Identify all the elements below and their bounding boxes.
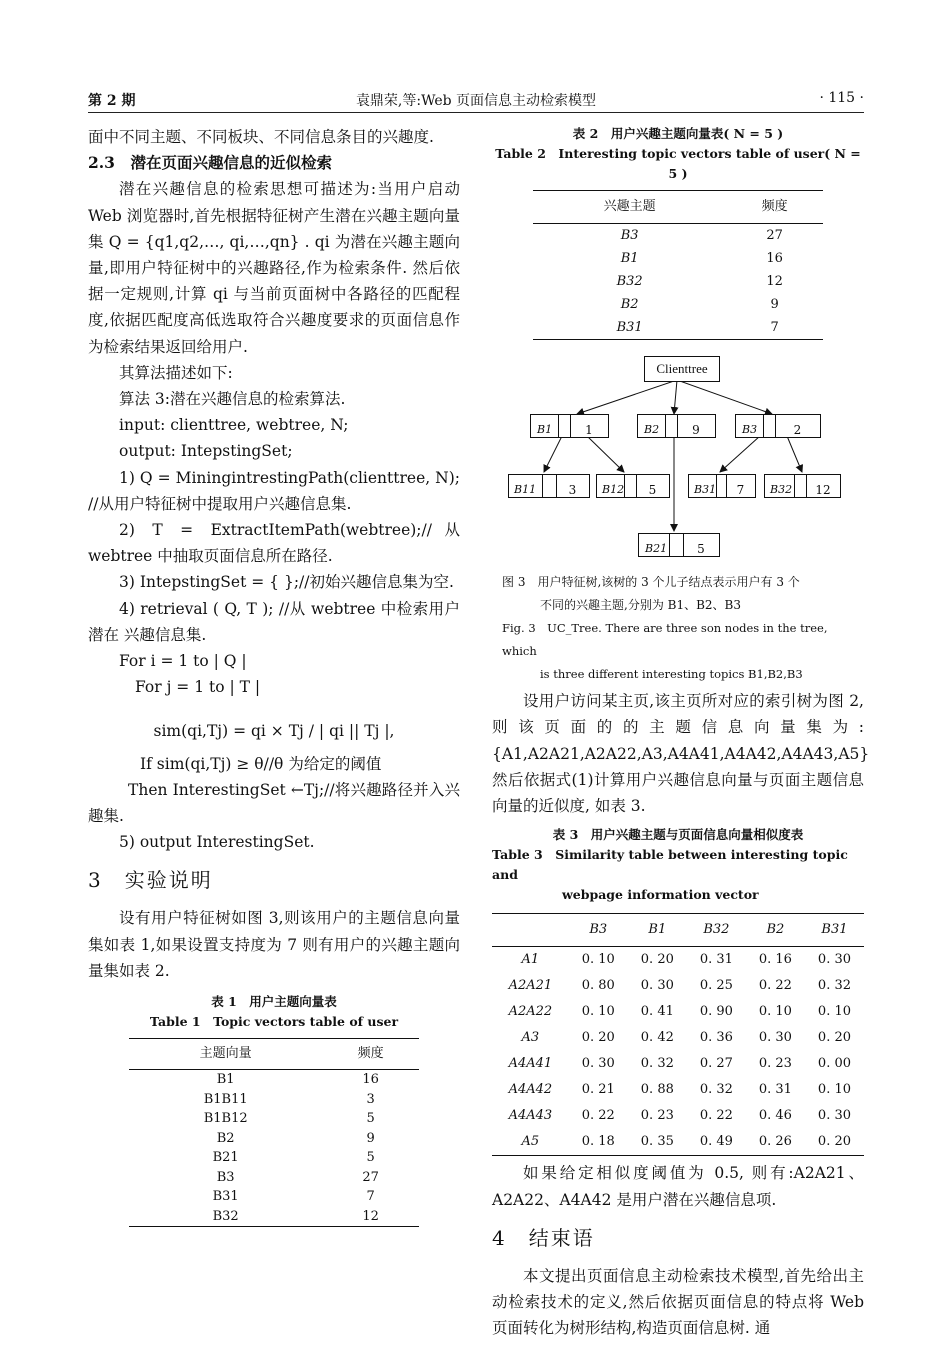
table-cell: 0. 18 [569,1129,628,1156]
table-cell: B31 [212,1189,239,1205]
tree-root-label: Clienttree [656,361,708,377]
table-cell: 0. 20 [640,952,674,968]
table-cell: 0. 30 [581,1056,615,1072]
if-line: If sim(qi,Tj) ≥ θ//θ 为给定的阈值 [140,754,382,773]
node-value: 1 [585,423,593,438]
table-cell: 0. 22 [758,978,792,994]
table-cell: A2A21 [508,978,553,994]
paragraph: 潜在兴趣信息的检索思想可描述为:当用户启动 Web 浏览器时,首先根据特征树产生潜在兴趣主题向量集 Q = {q1,q2,…, qi,…,qn} . qi 为潜在兴趣主题向量,即用户特征树中的兴趣路径,作为检索条件. 然后依据一定规则,计算 qi 与当前页面树中各路径的匹配程度,依据匹配度高低选取符合兴趣度要求的页面信息作为检索结果返回给用户. [88,180,460,356]
for-loop-i: For i = 1 to | Q | [119,652,247,671]
table-cell: 0. 41 [640,1004,674,1020]
table-cell: 0. 10 [581,952,615,968]
node-label: B11 [514,483,537,497]
table-row [492,1077,864,1103]
table-row [533,247,823,270]
table-row [533,224,823,248]
table-cell: 0. 90 [699,1004,733,1020]
paragraph: 其算法描述如下: [119,363,233,382]
table2-caption-cn: 表 2 用户兴趣主题向量表( N = 5 ) [572,126,784,141]
table-row [492,1129,864,1156]
table2-caption-en: Table 2 Interesting topic vectors table of user( N = 5 ) [495,146,861,181]
figure3-caption [492,571,864,686]
table-cell: B21 [212,1150,239,1166]
table-cell: 0. 30 [640,978,674,994]
table-header: B2 [746,914,805,947]
node-value: 7 [736,483,745,498]
table3-caption-en-line2: webpage information vector [562,887,759,903]
table1-caption-en: Table 1 Topic vectors table of user [149,1014,399,1030]
table-cell: 0. 36 [699,1030,733,1046]
table-cell: A4A43 [508,1108,553,1124]
algorithm-output: output: IntерstingSet; [119,442,293,461]
table-cell: 0. 21 [581,1082,615,1098]
subsection-heading: 2.3 潜在页面兴趣信息的近似检索 [88,153,332,173]
tree-node-b3 [735,414,821,438]
figure-caption-en-line2: is three different interesting topics B1,B2,B3 [540,667,803,682]
table-header: B31 [805,914,864,947]
table-cell: B32 [616,274,643,290]
figure-caption-en-line1: Fig. 3 UC_Tree. There are three son nodes in the tree, which [502,621,828,659]
table-cell: B1B12 [203,1111,248,1127]
tree-node-b12 [596,474,670,498]
table-cell: B2 [620,297,639,313]
user-feature-tree-figure [492,346,864,561]
table-cell: 0. 32 [640,1056,674,1072]
table-cell: 0. 32 [817,978,851,994]
node-value: 5 [648,483,657,498]
table-cell: 0. 10 [817,1004,851,1020]
node-label: B1 [537,423,553,437]
table-cell: 0. 46 [758,1108,792,1124]
table-cell: 27 [766,228,783,244]
table-row [533,293,823,316]
table-header: 主题向量 [129,1039,322,1070]
table-header: 频度 [322,1039,419,1070]
table-cell: 0. 20 [581,1030,615,1046]
table1-block [88,992,460,1227]
node-value: 9 [692,423,700,438]
section-heading: 3 实验说明 [88,868,213,893]
table-cell: 16 [362,1072,379,1088]
table-row [129,1109,419,1129]
table-cell: 0. 10 [817,1082,851,1098]
page-number: · 115 · [819,90,864,106]
table-row [492,1025,864,1051]
table-header: 频度 [726,191,823,224]
table-cell: 7 [726,316,823,340]
table-cell: A5 [492,1129,569,1156]
table-header: 兴趣主题 [533,191,726,224]
table-cell: B3 [620,228,639,244]
table-cell: 0. 20 [817,1030,851,1046]
algorithm-step: 1) Q = MiningintrestingPath(clienttree, N); //从用户特征树中提取用户兴趣信息集. [88,468,460,513]
running-title: 袁鼎荣,等:Web 页面信息主动检索模型 [355,93,597,109]
tree-root-node [644,356,720,382]
table-row [129,1070,419,1090]
paragraph: 设有用户特征树如图 3,则该用户的主题信息向量集如表 1,如果设置支持度为 7 则有用户的兴趣主题向量集如表 2. [88,909,460,980]
figure-caption-cn-line2: 不同的兴趣主题,分别为 B1、B2、B3 [540,598,741,613]
table-header: B1 [628,914,687,947]
table-cell: 0. 30 [817,952,851,968]
table-cell: 0. 16 [758,952,792,968]
algorithm-step: 5) output InterestingSet. [119,833,315,852]
table-row [129,1148,419,1168]
table-cell: 5 [366,1150,375,1166]
table-cell: 0. 25 [699,978,733,994]
table-cell: 7 [366,1189,375,1205]
node-label: B2 [644,423,660,437]
table-header [492,914,569,947]
node-label: B32 [770,483,793,497]
paragraph: 如果给定相似度阈值为 0.5, 则有:A2A21、A2A22、A4A42 是用户潜在兴趣信息项. [492,1164,864,1209]
table3-block [492,825,864,1156]
table-cell: 0. 31 [758,1082,792,1098]
table-cell: 27 [362,1169,379,1185]
algorithm-step: 2) T = ExtractItemPath(webtree);//从 webtree 中抽取页面信息所在路径. [88,521,460,566]
table-cell: 9 [770,297,779,313]
table-row [129,1129,419,1149]
table-cell: 5 [366,1111,375,1127]
table1 [129,1038,419,1227]
issue-number: 第 2 期 [88,93,136,109]
paragraph: 设用户访问某主页,该主页所对应的索引树为图 2,则该页面的的主题信息向量集为: {A1,A2A21,A2A22,A3,A4A41,A4A42,A4A43,A5} 然后依据式(1)计算用户兴趣信息向量与页面主题信息向量的近似度, 如表 3. [492,692,870,816]
table-cell: 0. 23 [640,1108,674,1124]
table-cell: 9 [366,1130,375,1146]
table-cell: 0. 23 [758,1056,792,1072]
table1-caption-cn: 表 1 用户主题向量表 [211,994,337,1010]
paragraph: 本文提出页面信息主动检索技术模型,首先给出主动检索技术的定义,然后依据页面信息的特点将 Web 页面转化为树形结构,构造页面信息树. 通 [492,1266,864,1338]
table-cell: 0. 30 [758,1030,792,1046]
algorithm-step: 4) retrieval ( Q, T ); //从 webtree 中检索用户潜在 兴趣信息集. [88,599,460,644]
table-cell: B3 [216,1169,235,1185]
table-cell: A4A42 [508,1082,553,1098]
node-value: 12 [815,483,831,498]
table-row [492,947,864,974]
node-value: 5 [697,542,705,557]
algorithm-title: 算法 3:潜在兴趣信息的检索算法. [119,390,346,409]
right-column [492,124,870,1341]
tree-node-b21 [638,533,720,557]
table-cell: B1 [216,1072,235,1088]
table-cell: 0. 88 [640,1082,674,1098]
table-cell: B32 [129,1207,322,1227]
tree-node-b2 [637,414,716,438]
table-cell: 0. 35 [628,1129,687,1156]
table-row [492,973,864,999]
table-cell: 3 [366,1091,375,1107]
for-loop-j: For j = 1 to | T | [135,678,261,697]
then-line: Then InterestingSet ←Tj;//将兴趣路径并入兴趣集. [88,780,460,826]
table-header: B3 [569,914,628,947]
table-cell: 0. 26 [746,1129,805,1156]
table-cell: 0. 22 [581,1108,615,1124]
tree-node-b1 [530,414,609,438]
table-cell: 0. 00 [817,1056,851,1072]
table2 [533,190,823,340]
paragraph: 面中不同主题、不同板块、不同信息条目的兴趣度. [88,128,434,146]
left-column [88,124,460,1227]
table-cell: 0. 49 [687,1129,746,1156]
table-row [533,316,823,340]
tree-node-b31 [688,474,756,498]
table-row [492,999,864,1025]
table-cell: B2 [216,1130,235,1146]
table-cell: 0. 20 [805,1129,864,1156]
table-cell: 0. 30 [817,1108,851,1124]
figure-caption-cn-line1: 图 3 用户特征树,该树的 3 个儿子结点表示用户有 3 个 [502,575,800,590]
table3 [492,913,864,1156]
table-cell: 0. 31 [699,952,733,968]
node-value: 3 [568,483,577,498]
algorithm-step: 3) IntерstingSet = { };//初始兴趣信息集为空. [119,573,454,592]
node-label: B31 [694,483,717,497]
table-cell: 0. 27 [699,1056,733,1072]
algorithm-input: input: clienttree, webtree, N; [119,416,349,435]
table-row [129,1187,419,1207]
running-header [88,88,864,113]
table-row [129,1207,419,1227]
table-cell: B31 [533,316,726,340]
table-cell: 0. 32 [699,1082,733,1098]
tree-node-b11 [508,474,590,498]
table-cell: A2A22 [508,1004,553,1020]
table-cell: 16 [766,251,783,267]
table-cell: 0. 10 [758,1004,792,1020]
table3-caption-en-line1: Table 3 Similarity table between interesting topic and [492,847,848,883]
table-cell: A4A41 [508,1056,553,1072]
table-row [129,1168,419,1188]
table-row [129,1090,419,1110]
node-label: B3 [742,423,758,437]
table-cell: 12 [322,1207,419,1227]
table-cell: 0. 10 [581,1004,615,1020]
table2-block [492,124,864,340]
table-cell: 12 [766,274,783,290]
table-header: B32 [687,914,746,947]
tree-node-b32 [764,474,841,498]
table-cell: B1 [620,251,639,267]
node-label: B12 [602,483,625,497]
table3-caption-cn: 表 3 用户兴趣主题与页面信息向量相似度表 [552,827,804,843]
table-cell: 0. 80 [581,978,615,994]
node-label: B21 [645,542,668,556]
table-cell: A1 [521,952,540,968]
node-value: 2 [793,423,802,438]
table-row [533,270,823,293]
table-cell: A3 [521,1030,540,1046]
table-row [492,1051,864,1077]
table-cell: B1B11 [203,1091,248,1107]
table-cell: 0. 42 [640,1030,674,1046]
similarity-formula: sim(qi,Tj) = qi × Tj / | qi || Tj |, [153,722,395,741]
table-row [492,1103,864,1129]
section-heading: 4 结束语 [492,1225,595,1250]
table-cell: 0. 22 [699,1108,733,1124]
